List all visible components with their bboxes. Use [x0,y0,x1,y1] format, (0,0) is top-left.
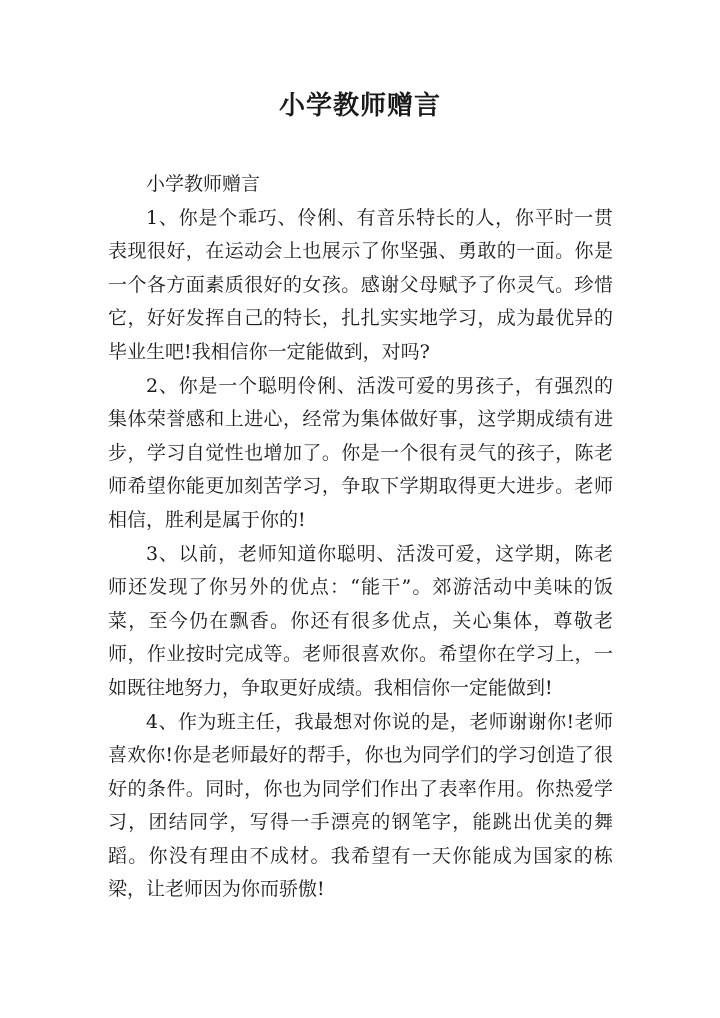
paragraph-3: 3、以前，老师知道你聪明、活泼可爱，这学期，陈老师还发现了你另外的优点：“能干”。郊游活动中美味的饭菜，至今仍在飘香。你还有很多优点，关心集体，尊敬老师，作业按时完成等。老师很喜欢你。希望你在学习上，一如既往地努力，争取更好成绩。我相信你一定能做到! [108,542,613,699]
paragraph-1: 1、你是个乖巧、伶俐、有音乐特长的人，你平时一贯表现很好，在运动会上也展示了你坚强、勇敢的一面。你是一个各方面素质很好的女孩。感谢父母赋予了你灵气。珍惜它，好好发挥自己的特长，扎扎实实地学习，成为最优异的毕业生吧!我相信你一定能做到，对吗? [108,206,613,363]
document-title: 小学教师赠言 [278,91,441,121]
paragraph-2: 2、你是一个聪明伶俐、活泼可爱的男孩子，有强烈的集体荣誉感和上进心，经常为集体做好事，这学期成绩有进步，学习自觉性也增加了。你是一个很有灵气的孩子，陈老师希望你能更加刻苦学习，争取下学期取得更大进步。老师相信，胜利是属于你的! [108,374,613,531]
document-body [108,168,613,907]
paragraph-4: 4、作为班主任，我最想对你说的是，老师谢谢你!老师喜欢你!你是老师最好的帮手，你也为同学们的学习创造了很好的条件。同时，你也为同学们作出了表率作用。你热爱学习，团结同学，写得一手漂亮的钢笔字，能跳出优美的舞蹈。你没有理由不成材。我希望有一天你能成为国家的栋梁，让老师因为你而骄傲! [108,710,613,901]
document-subtitle: 小学教师赠言 [146,173,261,195]
